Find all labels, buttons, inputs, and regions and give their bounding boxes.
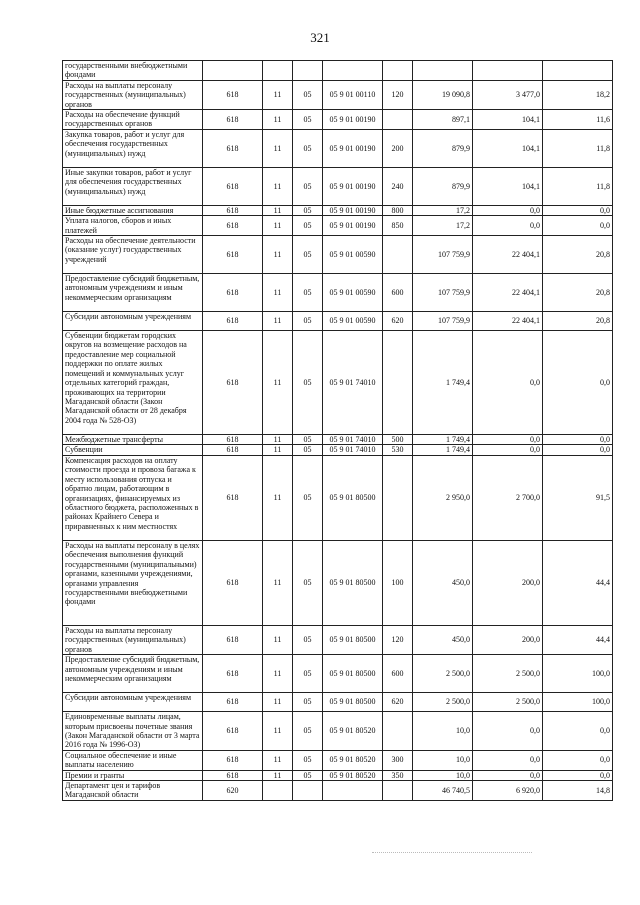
table-body: [63, 61, 613, 801]
expense-type-cell: [383, 110, 413, 130]
expense-type-cell: [383, 780, 413, 800]
execution-percent-cell: 14,8: [543, 780, 613, 800]
plan-amount-cell: 46 740,5: [413, 780, 473, 800]
grbs-code-cell: 618: [203, 274, 263, 312]
target-article-cell: [323, 780, 383, 800]
plan-amount-cell: 897,1: [413, 110, 473, 130]
target-article-cell: 05 9 01 80500: [323, 540, 383, 625]
plan-amount-cell: 17,2: [413, 205, 473, 215]
grbs-code-cell: 618: [203, 312, 263, 331]
actual-amount-cell: 0,0: [473, 331, 543, 435]
plan-amount-cell: 107 759,9: [413, 236, 473, 274]
expense-type-cell: 100: [383, 540, 413, 625]
execution-percent-cell: 18,2: [543, 80, 613, 109]
actual-amount-cell: 0,0: [473, 205, 543, 215]
section-code-cell: 11: [263, 750, 293, 770]
execution-percent-cell: 0,0: [543, 712, 613, 751]
expense-name-cell: Премии и гранты: [63, 770, 203, 780]
execution-percent-cell: 0,0: [543, 435, 613, 445]
actual-amount-cell: 2 500,0: [473, 693, 543, 712]
execution-percent-cell: 44,4: [543, 625, 613, 654]
grbs-code-cell: 620: [203, 780, 263, 800]
expense-name-cell: Иные закупки товаров, работ и услуг для обеспечения государственных (муниципальных) нужд: [63, 167, 203, 205]
actual-amount-cell: 0,0: [473, 445, 543, 455]
subsection-code-cell: 05: [293, 80, 323, 109]
plan-amount-cell: 10,0: [413, 712, 473, 751]
grbs-code-cell: 618: [203, 216, 263, 236]
expense-type-cell: [383, 236, 413, 274]
expense-name-cell: Субсидии автономным учреждениям: [63, 693, 203, 712]
execution-percent-cell: 100,0: [543, 693, 613, 712]
plan-amount-cell: 2 500,0: [413, 655, 473, 693]
plan-amount-cell: 19 090,8: [413, 80, 473, 109]
grbs-code-cell: 618: [203, 693, 263, 712]
table-row: [63, 770, 613, 780]
expense-name-cell: Расходы на обеспечение деятельности (оказание услуг) государственных учреждений: [63, 236, 203, 274]
plan-amount-cell: 17,2: [413, 216, 473, 236]
plan-amount-cell: 1 749,4: [413, 435, 473, 445]
target-article-cell: 05 9 01 74010: [323, 331, 383, 435]
grbs-code-cell: 618: [203, 331, 263, 435]
expense-type-cell: 120: [383, 80, 413, 109]
grbs-code-cell: 618: [203, 167, 263, 205]
expense-type-cell: [383, 331, 413, 435]
execution-percent-cell: 0,0: [543, 445, 613, 455]
table-row: [63, 435, 613, 445]
execution-percent-cell: 44,4: [543, 540, 613, 625]
plan-amount-cell: 2 950,0: [413, 455, 473, 540]
expense-type-cell: 600: [383, 274, 413, 312]
plan-amount-cell: 450,0: [413, 540, 473, 625]
expense-name-cell: Социальное обеспечение и иные выплаты населению: [63, 750, 203, 770]
grbs-code-cell: 618: [203, 750, 263, 770]
section-code-cell: 11: [263, 80, 293, 109]
section-code-cell: 11: [263, 205, 293, 215]
target-article-cell: 05 9 01 74010: [323, 445, 383, 455]
section-code-cell: 11: [263, 435, 293, 445]
plan-amount-cell: 107 759,9: [413, 274, 473, 312]
table-row: [63, 274, 613, 312]
grbs-code-cell: 618: [203, 435, 263, 445]
expense-type-cell: [383, 455, 413, 540]
actual-amount-cell: 0,0: [473, 712, 543, 751]
section-code-cell: 11: [263, 455, 293, 540]
grbs-code-cell: 618: [203, 445, 263, 455]
expense-name-cell: Расходы на обеспечение функций государственных органов: [63, 110, 203, 130]
grbs-code-cell: [203, 61, 263, 81]
subsection-code-cell: 05: [293, 129, 323, 167]
budget-table: [62, 60, 613, 801]
target-article-cell: 05 9 01 00590: [323, 236, 383, 274]
grbs-code-cell: 618: [203, 770, 263, 780]
subsection-code-cell: 05: [293, 693, 323, 712]
target-article-cell: 05 9 01 00190: [323, 216, 383, 236]
expense-type-cell: 530: [383, 445, 413, 455]
expense-type-cell: 120: [383, 625, 413, 654]
grbs-code-cell: 618: [203, 455, 263, 540]
expense-name-cell: Единовременные выплаты лицам, которым присвоены почетные звания (Закон Магаданской области от 3 марта 2016 года № 1996-ОЗ): [63, 712, 203, 751]
table-row: [63, 445, 613, 455]
target-article-cell: 05 9 01 80520: [323, 750, 383, 770]
execution-percent-cell: 20,8: [543, 274, 613, 312]
expense-name-cell: Иные бюджетные ассигнования: [63, 205, 203, 215]
expense-type-cell: [383, 712, 413, 751]
actual-amount-cell: 104,1: [473, 129, 543, 167]
subsection-code-cell: 05: [293, 236, 323, 274]
execution-percent-cell: 11,6: [543, 110, 613, 130]
section-code-cell: 11: [263, 312, 293, 331]
section-code-cell: 11: [263, 110, 293, 130]
execution-percent-cell: 0,0: [543, 216, 613, 236]
plan-amount-cell: 107 759,9: [413, 312, 473, 331]
actual-amount-cell: 104,1: [473, 167, 543, 205]
subsection-code-cell: 05: [293, 205, 323, 215]
expense-name-cell: Субсидии автономным учреждениям: [63, 312, 203, 331]
target-article-cell: 05 9 01 80500: [323, 455, 383, 540]
actual-amount-cell: 6 920,0: [473, 780, 543, 800]
expense-type-cell: 850: [383, 216, 413, 236]
subsection-code-cell: 05: [293, 712, 323, 751]
section-code-cell: 11: [263, 655, 293, 693]
target-article-cell: 05 9 01 80520: [323, 712, 383, 751]
target-article-cell: 05 9 01 74010: [323, 435, 383, 445]
expense-type-cell: 350: [383, 770, 413, 780]
plan-amount-cell: 879,9: [413, 167, 473, 205]
table-row: [63, 540, 613, 625]
section-code-cell: 11: [263, 216, 293, 236]
expense-name-cell: Расходы на выплаты персоналу в целях обеспечения выполнения функций государственными (муниципальными) органами, казенными учреждениями, органами управления государственными внебюджетными фондами: [63, 540, 203, 625]
expense-name-cell: Расходы на выплаты персоналу государственных (муниципальных) органов: [63, 625, 203, 654]
section-code-cell: 11: [263, 167, 293, 205]
table-row: [63, 712, 613, 751]
expense-name-cell: Компенсация расходов на оплату стоимости проезда и провоза багажа к месту использования отпуска и обратно лицам, работающим в организациях, финансируемых из областного бюджета, расположенных в районах Крайнего Севера и приравненных к ним местностях: [63, 455, 203, 540]
actual-amount-cell: 22 404,1: [473, 236, 543, 274]
section-code-cell: 11: [263, 712, 293, 751]
execution-percent-cell: 0,0: [543, 205, 613, 215]
section-code-cell: [263, 780, 293, 800]
target-article-cell: 05 9 01 00190: [323, 129, 383, 167]
execution-percent-cell: 11,8: [543, 167, 613, 205]
subsection-code-cell: 05: [293, 770, 323, 780]
expense-name-cell: Расходы на выплаты персоналу государственных (муниципальных) органов: [63, 80, 203, 109]
subsection-code-cell: [293, 61, 323, 81]
execution-percent-cell: 100,0: [543, 655, 613, 693]
expense-type-cell: 240: [383, 167, 413, 205]
actual-amount-cell: 104,1: [473, 110, 543, 130]
section-code-cell: 11: [263, 236, 293, 274]
table-row: [63, 61, 613, 81]
expense-name-cell: Предоставление субсидий бюджетным, автономным учреждениям и иным некоммерческим организациям: [63, 274, 203, 312]
section-code-cell: 11: [263, 770, 293, 780]
plan-amount-cell: 2 500,0: [413, 693, 473, 712]
plan-amount-cell: 879,9: [413, 129, 473, 167]
expense-type-cell: 800: [383, 205, 413, 215]
actual-amount-cell: 0,0: [473, 750, 543, 770]
expense-name-cell: Уплата налогов, сборов и иных платежей: [63, 216, 203, 236]
subsection-code-cell: 05: [293, 216, 323, 236]
expense-name-cell: Предоставление субсидий бюджетным, автономным учреждениям и иным некоммерческим организациям: [63, 655, 203, 693]
expense-name-cell: Субвенции: [63, 445, 203, 455]
scan-artifact-line: [372, 852, 532, 853]
subsection-code-cell: 05: [293, 435, 323, 445]
actual-amount-cell: 0,0: [473, 435, 543, 445]
section-code-cell: 11: [263, 693, 293, 712]
table-row: [63, 236, 613, 274]
expense-type-cell: 600: [383, 655, 413, 693]
table-row: [63, 625, 613, 654]
target-article-cell: 05 9 01 00190: [323, 110, 383, 130]
section-code-cell: 11: [263, 129, 293, 167]
execution-percent-cell: 0,0: [543, 331, 613, 435]
target-article-cell: 05 9 01 00590: [323, 312, 383, 331]
grbs-code-cell: 618: [203, 712, 263, 751]
section-code-cell: [263, 61, 293, 81]
execution-percent-cell: 20,8: [543, 236, 613, 274]
table-row: [63, 167, 613, 205]
grbs-code-cell: 618: [203, 540, 263, 625]
subsection-code-cell: 05: [293, 274, 323, 312]
table-row: [63, 331, 613, 435]
actual-amount-cell: 0,0: [473, 216, 543, 236]
subsection-code-cell: 05: [293, 331, 323, 435]
plan-amount-cell: 1 749,4: [413, 445, 473, 455]
target-article-cell: 05 9 01 00590: [323, 274, 383, 312]
subsection-code-cell: 05: [293, 750, 323, 770]
actual-amount-cell: 22 404,1: [473, 274, 543, 312]
plan-amount-cell: 10,0: [413, 750, 473, 770]
table-row: [63, 312, 613, 331]
subsection-code-cell: 05: [293, 110, 323, 130]
subsection-code-cell: 05: [293, 312, 323, 331]
target-article-cell: 05 9 01 80520: [323, 770, 383, 780]
actual-amount-cell: [473, 61, 543, 81]
subsection-code-cell: 05: [293, 455, 323, 540]
subsection-code-cell: 05: [293, 540, 323, 625]
section-code-cell: 11: [263, 445, 293, 455]
expense-type-cell: 200: [383, 129, 413, 167]
execution-percent-cell: 0,0: [543, 750, 613, 770]
subsection-code-cell: 05: [293, 655, 323, 693]
table-row: [63, 216, 613, 236]
expense-type-cell: 500: [383, 435, 413, 445]
section-code-cell: 11: [263, 274, 293, 312]
actual-amount-cell: 2 500,0: [473, 655, 543, 693]
subsection-code-cell: 05: [293, 167, 323, 205]
target-article-cell: 05 9 01 80500: [323, 693, 383, 712]
plan-amount-cell: 1 749,4: [413, 331, 473, 435]
plan-amount-cell: 10,0: [413, 770, 473, 780]
expense-type-cell: [383, 61, 413, 81]
plan-amount-cell: [413, 61, 473, 81]
target-article-cell: 05 9 01 00190: [323, 205, 383, 215]
grbs-code-cell: 618: [203, 236, 263, 274]
target-article-cell: 05 9 01 00190: [323, 167, 383, 205]
expense-type-cell: 620: [383, 312, 413, 331]
table-row: [63, 455, 613, 540]
expense-name-cell: государственными внебюджетными фондами: [63, 61, 203, 81]
execution-percent-cell: [543, 61, 613, 81]
expense-type-cell: 620: [383, 693, 413, 712]
execution-percent-cell: 91,5: [543, 455, 613, 540]
grbs-code-cell: 618: [203, 655, 263, 693]
table-row: [63, 780, 613, 800]
expense-name-cell: Закупка товаров, работ и услуг для обеспечения государственных (муниципальных) нужд: [63, 129, 203, 167]
grbs-code-cell: 618: [203, 80, 263, 109]
actual-amount-cell: 0,0: [473, 770, 543, 780]
subsection-code-cell: 05: [293, 625, 323, 654]
table-row: [63, 129, 613, 167]
expense-name-cell: Департамент цен и тарифов Магаданской области: [63, 780, 203, 800]
execution-percent-cell: 20,8: [543, 312, 613, 331]
actual-amount-cell: 22 404,1: [473, 312, 543, 331]
table-row: [63, 80, 613, 109]
section-code-cell: 11: [263, 331, 293, 435]
target-article-cell: 05 9 01 80500: [323, 625, 383, 654]
table-row: [63, 110, 613, 130]
subsection-code-cell: 05: [293, 445, 323, 455]
execution-percent-cell: 0,0: [543, 770, 613, 780]
target-article-cell: 05 9 01 80500: [323, 655, 383, 693]
grbs-code-cell: 618: [203, 110, 263, 130]
actual-amount-cell: 2 700,0: [473, 455, 543, 540]
grbs-code-cell: 618: [203, 129, 263, 167]
subsection-code-cell: [293, 780, 323, 800]
table-row: [63, 750, 613, 770]
grbs-code-cell: 618: [203, 625, 263, 654]
section-code-cell: 11: [263, 540, 293, 625]
expense-name-cell: Межбюджетные трансферты: [63, 435, 203, 445]
actual-amount-cell: 200,0: [473, 625, 543, 654]
actual-amount-cell: 200,0: [473, 540, 543, 625]
target-article-cell: 05 9 01 00110: [323, 80, 383, 109]
page-number: 321: [310, 30, 330, 45]
section-code-cell: 11: [263, 625, 293, 654]
grbs-code-cell: 618: [203, 205, 263, 215]
expense-name-cell: Субвенции бюджетам городских округов на возмещение расходов на предоставление мер социальной поддержки по оплате жилых помещений и коммунальных услуг отдельных категорий граждан, проживающих на территории Магаданской области (Закон Магаданской области от 28 декабря 2004 года № 528-ОЗ): [63, 331, 203, 435]
table-row: [63, 693, 613, 712]
expense-type-cell: 300: [383, 750, 413, 770]
table-row: [63, 205, 613, 215]
table-row: [63, 655, 613, 693]
actual-amount-cell: 3 477,0: [473, 80, 543, 109]
target-article-cell: [323, 61, 383, 81]
plan-amount-cell: 450,0: [413, 625, 473, 654]
execution-percent-cell: 11,8: [543, 129, 613, 167]
